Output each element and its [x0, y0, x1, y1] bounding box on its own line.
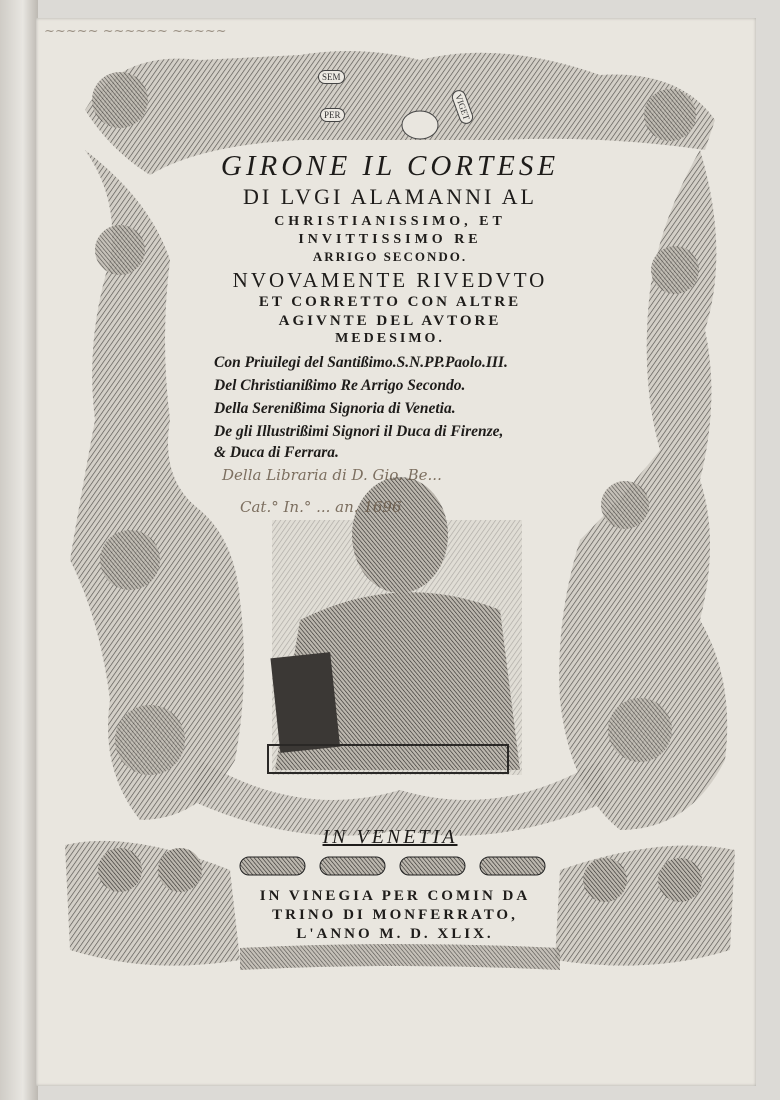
- imprint-line-2: TRINO DI MONFERRATO,: [272, 907, 518, 923]
- revision-detail-2: AGIVNTE DEL AVTORE: [278, 313, 502, 329]
- motto-scroll-2: PER: [320, 108, 345, 122]
- portrait-woodcut: [268, 477, 522, 775]
- handwritten-provenance-1: Della Libraria di D. Gio. Be...: [222, 466, 442, 484]
- motto-scroll-3: VIGET: [450, 88, 475, 126]
- dedication-line-2: INVITTISSIMO RE: [298, 232, 482, 247]
- author-line: DI LVGI ALAMANNI AL: [243, 184, 537, 209]
- dedication-line-1: CHRISTIANISSIMO, ET: [274, 214, 506, 229]
- dedication-line-3: ARRIGO SECONDO.: [312, 249, 468, 264]
- revision-detail-3: MEDESIMO.: [335, 331, 445, 346]
- imprint-line-3: L'ANNO M. D. XLIX.: [296, 926, 494, 942]
- privilege-line-5: & Duca di Ferrara.: [214, 444, 339, 461]
- book-title: GIRONE IL CORTESE: [220, 150, 560, 182]
- bottom-cherub-frieze: [65, 841, 735, 970]
- privilege-line-3: Della Serenißima Signoria di Venetia.: [214, 400, 456, 417]
- privilege-line-4: De gli Illustrißimi Signori il Duca di Firenze,: [214, 423, 504, 440]
- privilege-line-2: Del Christianißimo Re Arrigo Secondo.: [214, 377, 466, 394]
- handwritten-top-note: ~~~~~ ~~~~~~ ~~~~~: [44, 24, 227, 39]
- revision-line: NVOVAMENTE RIVEDVTO: [232, 268, 548, 292]
- motto-scroll-1: SEM: [318, 70, 345, 84]
- handwritten-provenance-2: Cat.° In.° ... an. 1696: [240, 498, 402, 516]
- imprint-line-1: IN VINEGIA PER COMIN DA: [259, 888, 531, 904]
- privilege-line-1: Con Priuilegi del Santißimo.S.N.PP.Paolo.III.: [214, 354, 508, 371]
- place-banner: IN VENETIA: [322, 826, 458, 848]
- revision-detail-1: ET CORRETTO CON ALTRE: [258, 294, 522, 310]
